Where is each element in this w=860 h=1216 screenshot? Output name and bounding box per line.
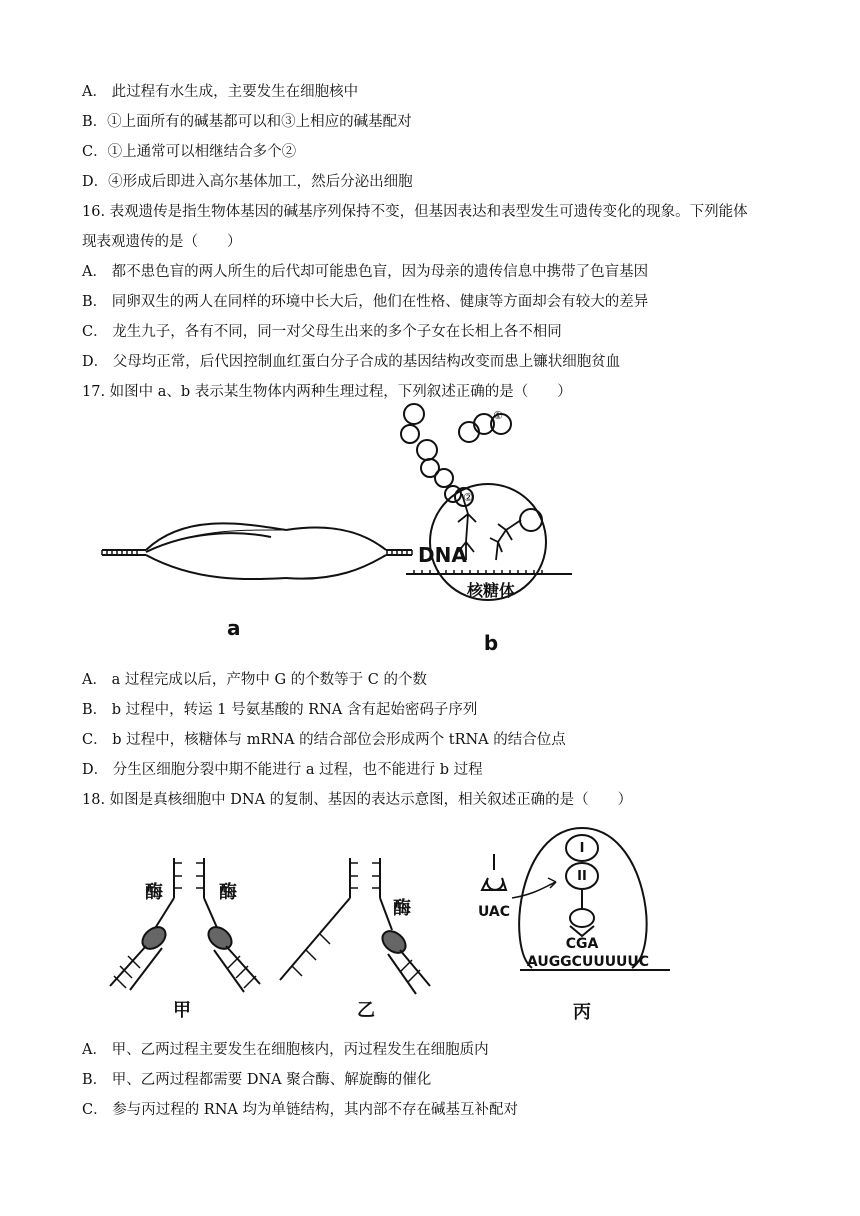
enzyme-label-jia-right: 酶: [219, 882, 237, 903]
enzyme-label-yi: 酶: [393, 898, 411, 919]
q16-stem-line2: 现表观遗传的是（ ）: [82, 234, 242, 250]
q17-option-d: D． 分生区细胞分裂中期不能进行 a 过程，也不能进行 b 过程: [82, 762, 483, 778]
q16-stem-line1: 16. 表观遗传是指生物体基因的碱基序列保持不变，但基因表达和表型发生可遗传变化的现象。下列能体: [82, 204, 748, 220]
q15-option-a: A． 此过程有水生成，主要发生在细胞核中: [82, 84, 359, 100]
marker-2: ②: [463, 491, 473, 504]
panel-yi-label: 乙: [357, 1000, 375, 1021]
q18-option-c: C． 参与丙过程的 RNA 均为单链结构，其内部不存在碱基互补配对: [82, 1102, 518, 1118]
q16-option-b: B． 同卵双生的两人在同样的环境中长大后，他们在性格、健康等方面却会有较大的差异: [82, 294, 649, 310]
q16-option-a: A． 都不患色盲的两人所生的后代却可能患色盲，因为母亲的遗传信息中携带了色盲基因: [82, 264, 649, 280]
q17-option-b: B． b 过程中，转运 1 号氨基酸的 RNA 含有起始密码子序列: [82, 702, 478, 718]
q17-stem: 17. 如图中 a、b 表示某生物体内两种生理过程，下列叙述正确的是（ ）: [82, 384, 572, 400]
q15-option-d: D．④形成后即进入高尔基体加工，然后分泌出细胞: [82, 174, 413, 190]
q17-figure: [96, 402, 586, 664]
q17-option-a: A． a 过程完成以后，产物中 G 的个数等于 C 的个数: [82, 672, 427, 688]
q18-option-a: A． 甲、乙两过程主要发生在细胞核内，丙过程发生在细胞质内: [82, 1042, 489, 1058]
transcription-yi-diagram: [280, 858, 430, 994]
panel-bing-label: 丙: [573, 1002, 591, 1023]
mrna-sequence: AUGGCUUUUUC: [526, 954, 650, 970]
dna-label: DNA: [418, 543, 467, 567]
panel-jia-label: 甲: [173, 1000, 191, 1021]
panel-b-label: b: [483, 631, 499, 655]
q18-option-b: B． 甲、乙两过程都需要 DNA 聚合酶、解旋酶的催化: [82, 1072, 432, 1088]
q17-option-c: C． b 过程中，核糖体与 mRNA 的结合部位会形成两个 tRNA 的结合位点: [82, 732, 566, 748]
marker-I: I: [579, 841, 585, 856]
dna-replication-diagram: [102, 523, 412, 579]
translation-diagram: [401, 404, 572, 600]
replication-jia-diagram: [110, 858, 260, 992]
enzyme-label-jia-left: 酶: [145, 882, 163, 903]
marker-II: II: [577, 869, 587, 884]
q18-stem: 18. 如图是真核细胞中 DNA 的复制、基因的表达示意图，相关叙述正确的是（ ）: [82, 792, 633, 808]
ribosome-label: 核糖体: [466, 581, 516, 600]
q16-option-c: C． 龙生九子，各有不同，同一对父母生出来的多个子女在长相上各不相同: [82, 324, 562, 340]
anticodon-cga: CGA: [565, 936, 599, 952]
q18-figure: [96, 818, 696, 1030]
panel-a-label: a: [227, 616, 241, 640]
marker-1: ①: [493, 409, 503, 422]
anticodon-uac: UAC: [477, 904, 511, 920]
q16-option-d: D． 父母均正常，后代因控制血红蛋白分子合成的基因结构改变而患上镰状细胞贫血: [82, 354, 621, 370]
q15-option-b: B．①上面所有的碱基都可以和③上相应的碱基配对: [82, 114, 412, 130]
q15-option-c: C．①上通常可以相继结合多个②: [82, 144, 297, 160]
